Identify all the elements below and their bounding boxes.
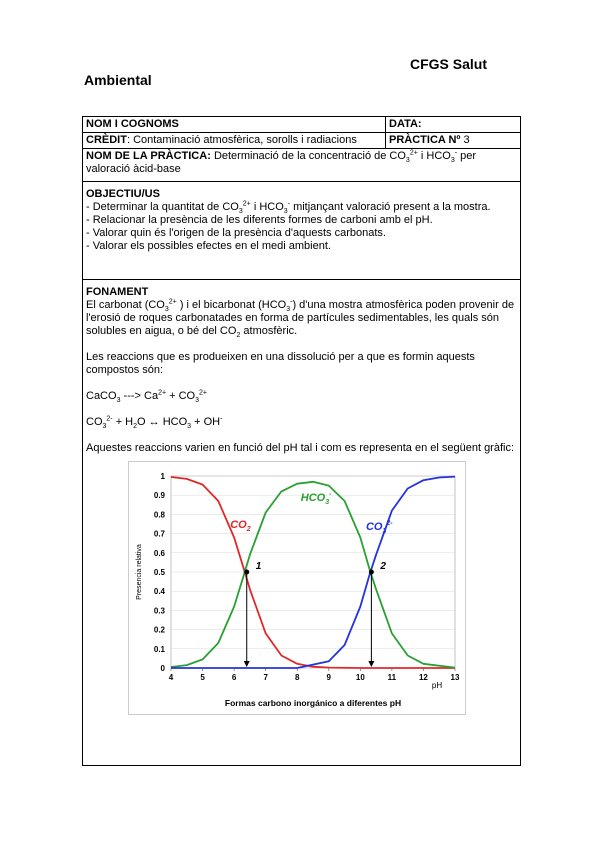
credit-cell <box>83 133 386 149</box>
series-label-2: $HCO_3^-$ <box>300 490 332 506</box>
x-tick-label: 12 <box>418 673 428 682</box>
y-tick-label: 0.6 <box>153 548 165 558</box>
y-tick-label: 0.9 <box>153 491 165 501</box>
name-cell[interactable] <box>83 117 386 133</box>
practica-cell <box>386 133 521 149</box>
practice-form <box>82 116 521 766</box>
practice-name-cell <box>83 149 521 182</box>
x-unit-label: pH <box>431 681 443 690</box>
header-specialty: Ambiental <box>84 72 152 88</box>
fonament-section <box>83 280 521 766</box>
series-label-3: $CO_3^{2-}$ <box>365 519 393 535</box>
fonament-title: FONAMENT <box>86 286 149 298</box>
x-tick-label: 10 <box>355 673 365 682</box>
practica-value: 3 <box>463 134 470 146</box>
y-axis-label: Presencia relativa <box>136 544 143 600</box>
objectiu-line-2: - Relacionar la presència de les diferents formes de carboni amb el pH. <box>86 214 433 226</box>
objectiu-section <box>83 182 521 280</box>
y-tick-label: 0.2 <box>153 625 165 635</box>
pka-label-2: 2 <box>380 561 386 572</box>
x-tick-label: 11 <box>387 673 397 682</box>
y-tick-label: 0.7 <box>153 529 165 539</box>
date-cell[interactable] <box>386 117 521 133</box>
credit-label: CRÈDIT <box>86 134 127 146</box>
chart-svg <box>129 462 465 714</box>
reaction-1: CaCO$_3$ ---> $Ca^{2+} + CO_3^{2+}$ <box>86 389 207 405</box>
header-course: CFGS Salut <box>410 56 488 72</box>
y-tick-label: 0.4 <box>153 587 165 597</box>
pka-point-2 <box>369 570 374 575</box>
practice-name-text: Determinació de la concentració de $CO_3^{2+}$ i $HCO_3^-$ per valoració àcid-base <box>86 149 477 175</box>
x-tick-label: 6 <box>231 673 237 682</box>
x-tick-label: 8 <box>294 673 300 682</box>
practica-label: PRÀCTICA Nº <box>389 134 461 146</box>
carbon-species-chart <box>128 461 466 715</box>
objectiu-title: OBJECTIU/US <box>86 188 160 200</box>
reaction-2: $CO_3^{2-} + H_2O$ ↔ $HCO_3 + OH^-$ <box>86 415 223 431</box>
x-tick-label: 7 <box>263 673 268 682</box>
credit-value: : Contaminació atmosfèrica, sorolls i radiacions <box>126 134 357 146</box>
y-tick-label: 0.8 <box>153 510 165 520</box>
name-label: NOM I COGNOMS <box>86 118 179 130</box>
y-tick-label: 0 <box>160 664 165 673</box>
fonament-paragraph-3: Aquestes reaccions varien en funció del pH tal i com es representa en el següent gràfic: <box>86 442 515 454</box>
x-tick-label: 9 <box>326 673 332 682</box>
y-tick-label: 1 <box>160 472 165 481</box>
practice-name-label: NOM DE LA PRÀCTICA: <box>86 150 211 162</box>
x-tick-label: 4 <box>168 673 174 682</box>
x-tick-label: 5 <box>200 673 205 682</box>
objectiu-line-3: - Valorar quin és l'origen de la presència d'aquests carbonats. <box>86 227 386 239</box>
y-tick-label: 0.5 <box>153 568 165 577</box>
x-axis-label: Formas carbono inorgánico a diferentes pH <box>224 698 402 708</box>
fonament-paragraph-2: Les reaccions que es produeixen en una dissolució per a que es formin aquests compostos són: <box>86 351 475 376</box>
series-label-1: $CO_2$ <box>230 518 251 533</box>
pka-label-1: 1 <box>255 561 262 572</box>
date-label: DATA: <box>389 118 422 130</box>
objectiu-line-4: - Valorar els possibles efectes en el medi ambient. <box>86 240 331 252</box>
y-tick-label: 0.1 <box>153 644 165 654</box>
fonament-paragraph-1: El carbonat ($CO_3^{2+}$ ) i el bicarbonat $(HCO_3^-)$ d'una mostra atmosfèrica poden provenir de l'erosió de roques carbonatades en forma de partícules sedimentables, les quals són solubles en aigua, o bé del $CO_2$ atmosfèric. <box>86 298 515 340</box>
y-tick-label: 0.3 <box>153 606 165 616</box>
x-tick-label: 13 <box>450 673 460 682</box>
objectiu-line-1: - Determinar la quantitat de $CO_3^{2+}$ i $HCO_3^-$ mitjançant valoració present a la mostra. <box>86 200 491 216</box>
pka-point-1 <box>244 570 249 575</box>
